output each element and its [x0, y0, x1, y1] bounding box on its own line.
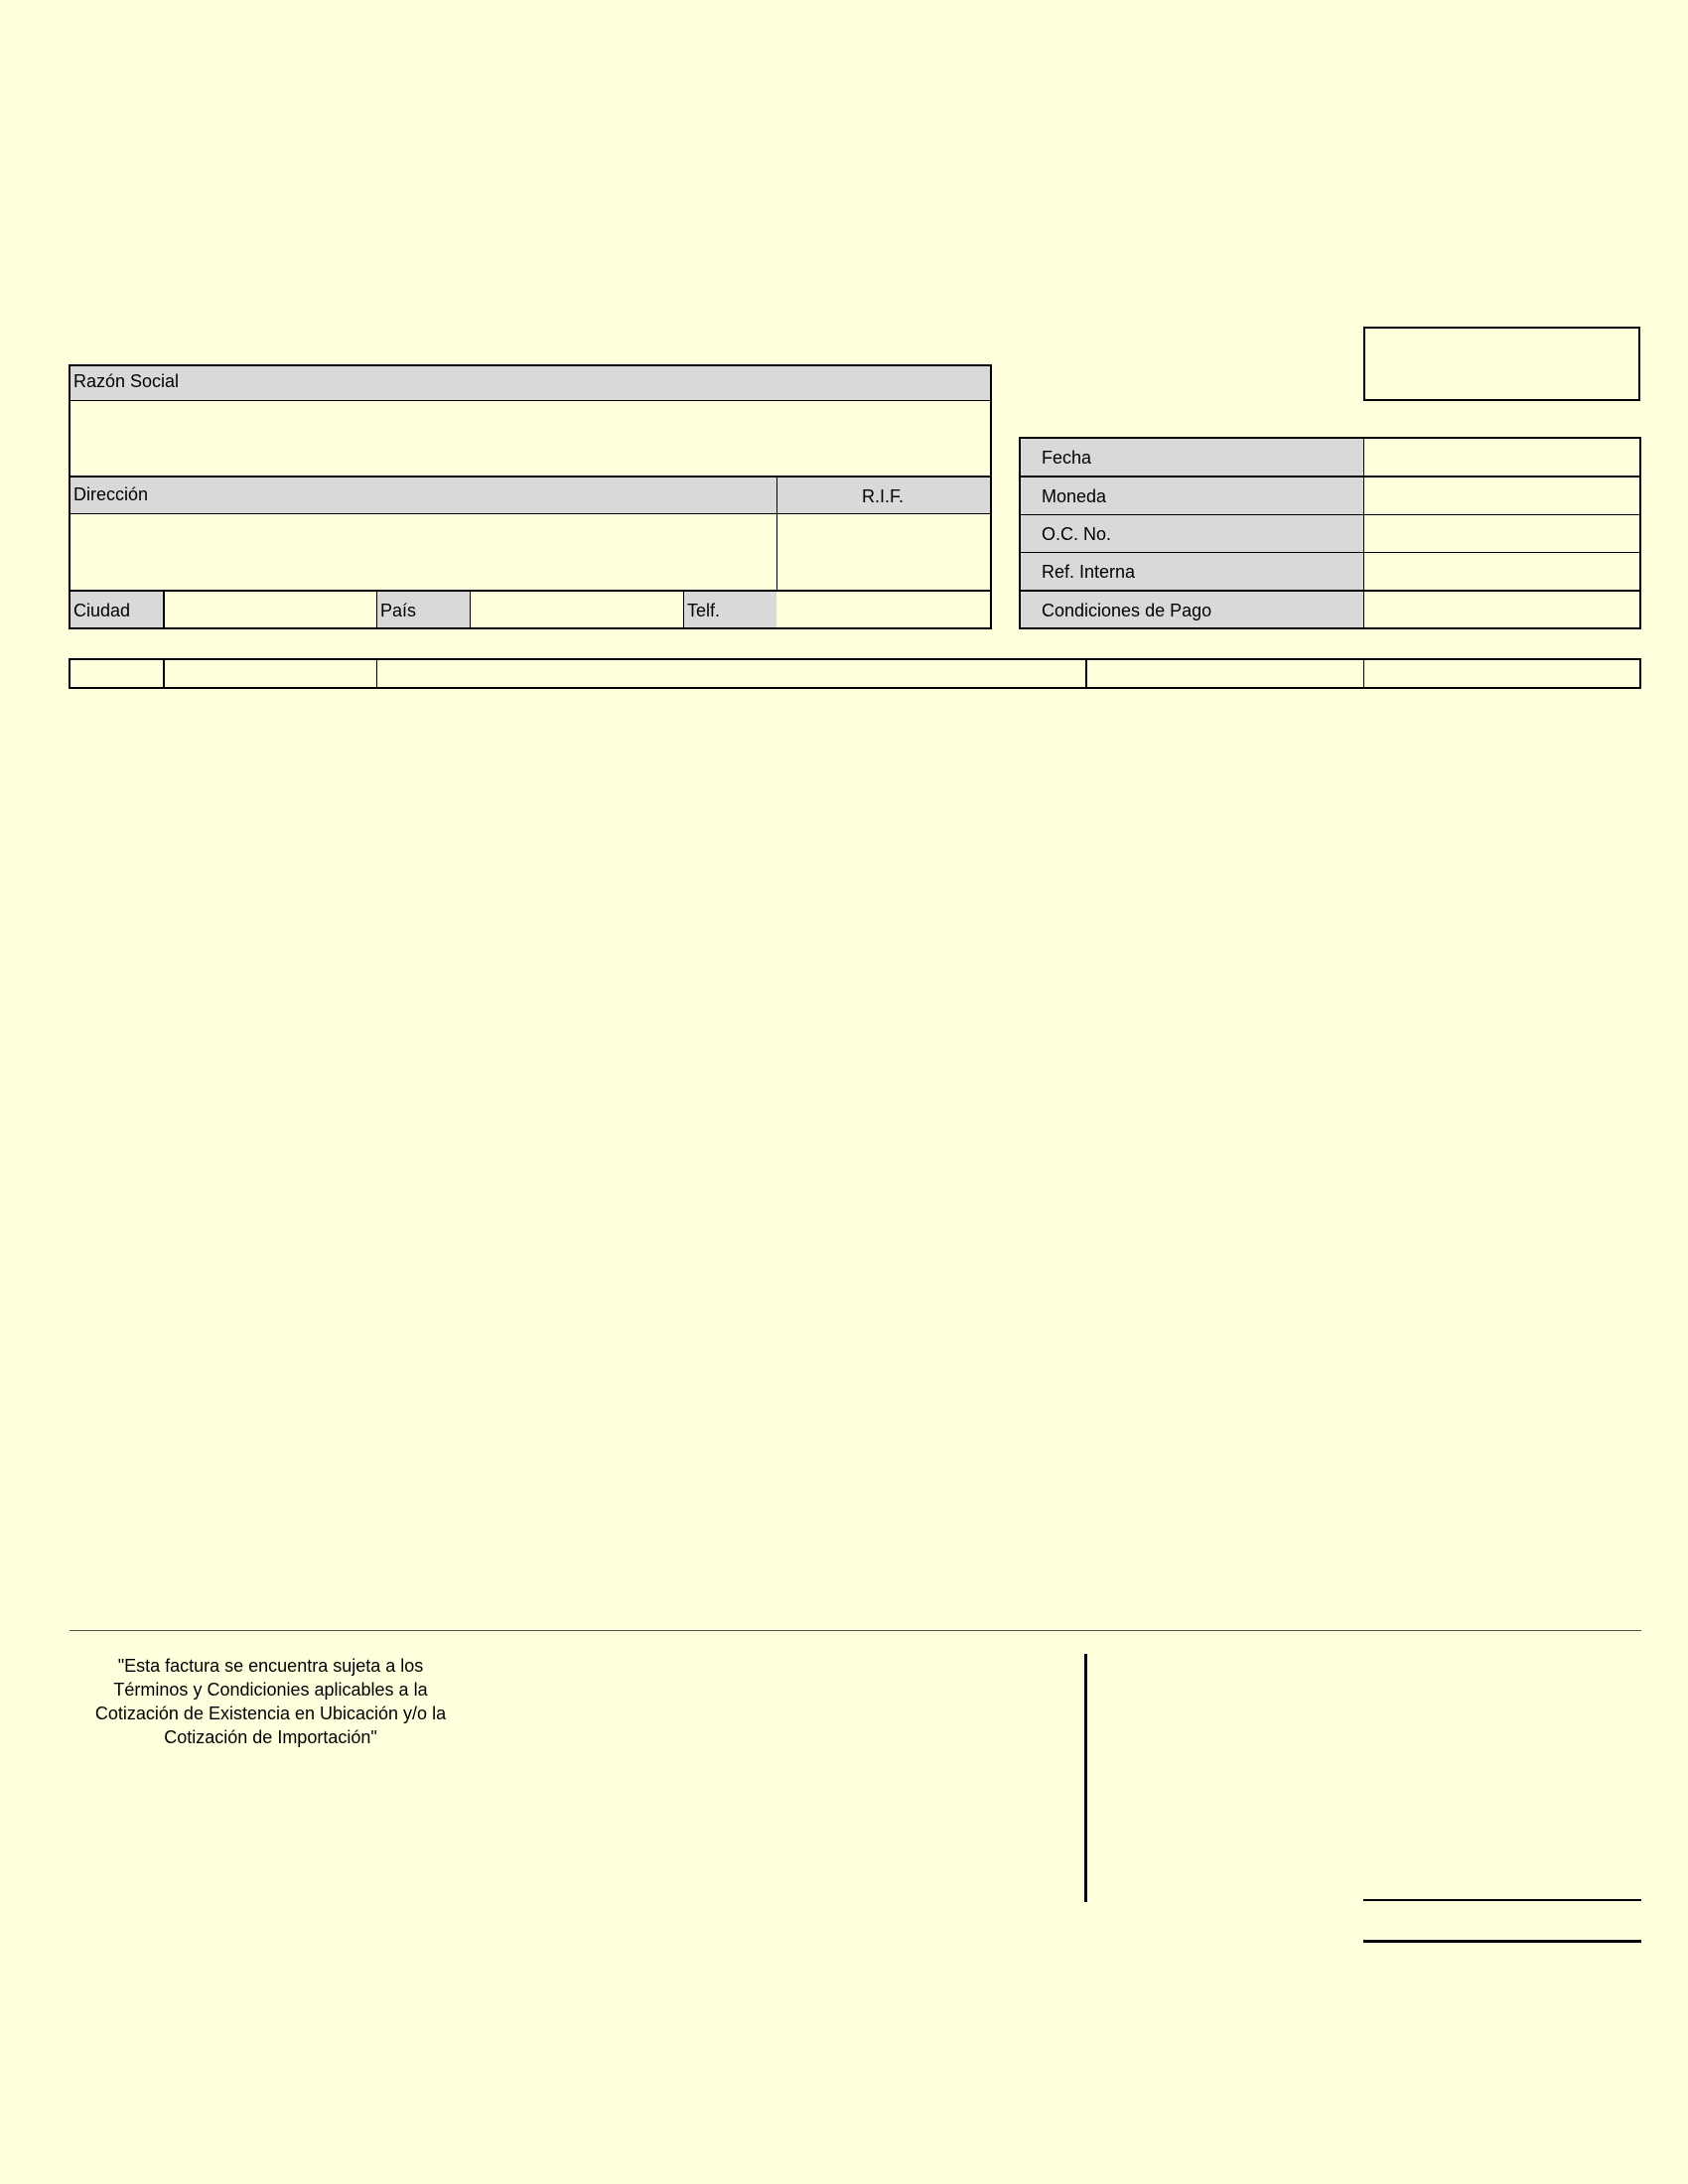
client-border-dir-top [70, 476, 992, 478]
items-border-bottom [70, 687, 1641, 689]
pais-value[interactable] [471, 592, 684, 628]
client-border-ciudad-sep [163, 591, 165, 628]
terms-notice-line-1: "Esta factura se encuentra sujeta a los [117, 1656, 424, 1676]
ref-interna-value[interactable] [1364, 552, 1640, 590]
direccion-header [70, 477, 776, 513]
terms-notice-line-3: Cotización de Existencia en Ubicación y/o la [94, 1704, 447, 1723]
info-border-3 [1020, 552, 1641, 553]
client-border-left [69, 364, 70, 629]
direccion-label: Dirección [73, 484, 149, 504]
info-border-4 [1020, 590, 1641, 592]
client-border-bottom-row-top [70, 590, 992, 592]
client-border-bottom [70, 627, 992, 629]
items-col-sep-4 [1363, 658, 1364, 689]
total-line-1 [1363, 1899, 1641, 1901]
invoice-number-box [1363, 327, 1640, 401]
info-border-mid [1363, 437, 1364, 629]
items-col-sep-3 [1085, 658, 1087, 689]
info-border-left [1019, 437, 1021, 629]
client-border-ciudad-val-sep [376, 591, 377, 628]
info-border-right [1639, 437, 1641, 629]
info-border-top [1020, 437, 1641, 439]
ciudad-value[interactable] [163, 592, 377, 628]
client-border-pais-sep [470, 591, 471, 628]
items-border-right [1639, 658, 1641, 689]
items-border-left [69, 658, 70, 689]
items-border-top [70, 658, 1641, 660]
razon-social-label: Razón Social [73, 371, 180, 391]
terms-notice [84, 1654, 457, 1749]
footer-vertical-divider [1084, 1654, 1087, 1902]
client-border-top [70, 364, 992, 366]
oc-label: O.C. No. [1042, 524, 1112, 544]
fecha-label: Fecha [1042, 448, 1092, 468]
razon-social-header [70, 365, 991, 400]
fecha-value[interactable] [1364, 438, 1640, 476]
client-border-pais-val-sep [683, 591, 684, 628]
items-col-sep-1 [163, 658, 165, 689]
moneda-label: Moneda [1042, 486, 1107, 506]
items-col-sep-2 [376, 658, 377, 689]
telf-value[interactable] [776, 592, 991, 628]
client-border-rif-sep [776, 477, 777, 591]
info-border-2 [1020, 514, 1641, 515]
footer-separator [70, 1630, 1641, 1631]
ciudad-label: Ciudad [73, 601, 131, 620]
info-border-bottom [1020, 627, 1641, 629]
rif-value[interactable] [776, 513, 991, 590]
condiciones-pago-label: Condiciones de Pago [1042, 601, 1212, 620]
direccion-value[interactable] [70, 513, 776, 590]
razon-social-value[interactable] [70, 400, 991, 476]
terms-notice-line-4: Cotización de Importación" [164, 1727, 377, 1747]
oc-value[interactable] [1364, 514, 1640, 552]
terms-notice-line-2: Términos y Condicionies aplicables a la [113, 1680, 428, 1700]
moneda-value[interactable] [1364, 477, 1640, 514]
client-border-right [990, 364, 992, 629]
total-line-2 [1363, 1940, 1641, 1943]
pais-label: País [380, 601, 417, 620]
client-border-razon-sep [70, 400, 992, 401]
ref-interna-label: Ref. Interna [1042, 562, 1136, 582]
info-border-1 [1020, 476, 1641, 478]
condiciones-pago-value[interactable] [1364, 591, 1640, 628]
client-border-dir-sep [70, 513, 992, 514]
telf-label: Telf. [687, 601, 721, 620]
rif-label: R.I.F. [862, 486, 905, 506]
